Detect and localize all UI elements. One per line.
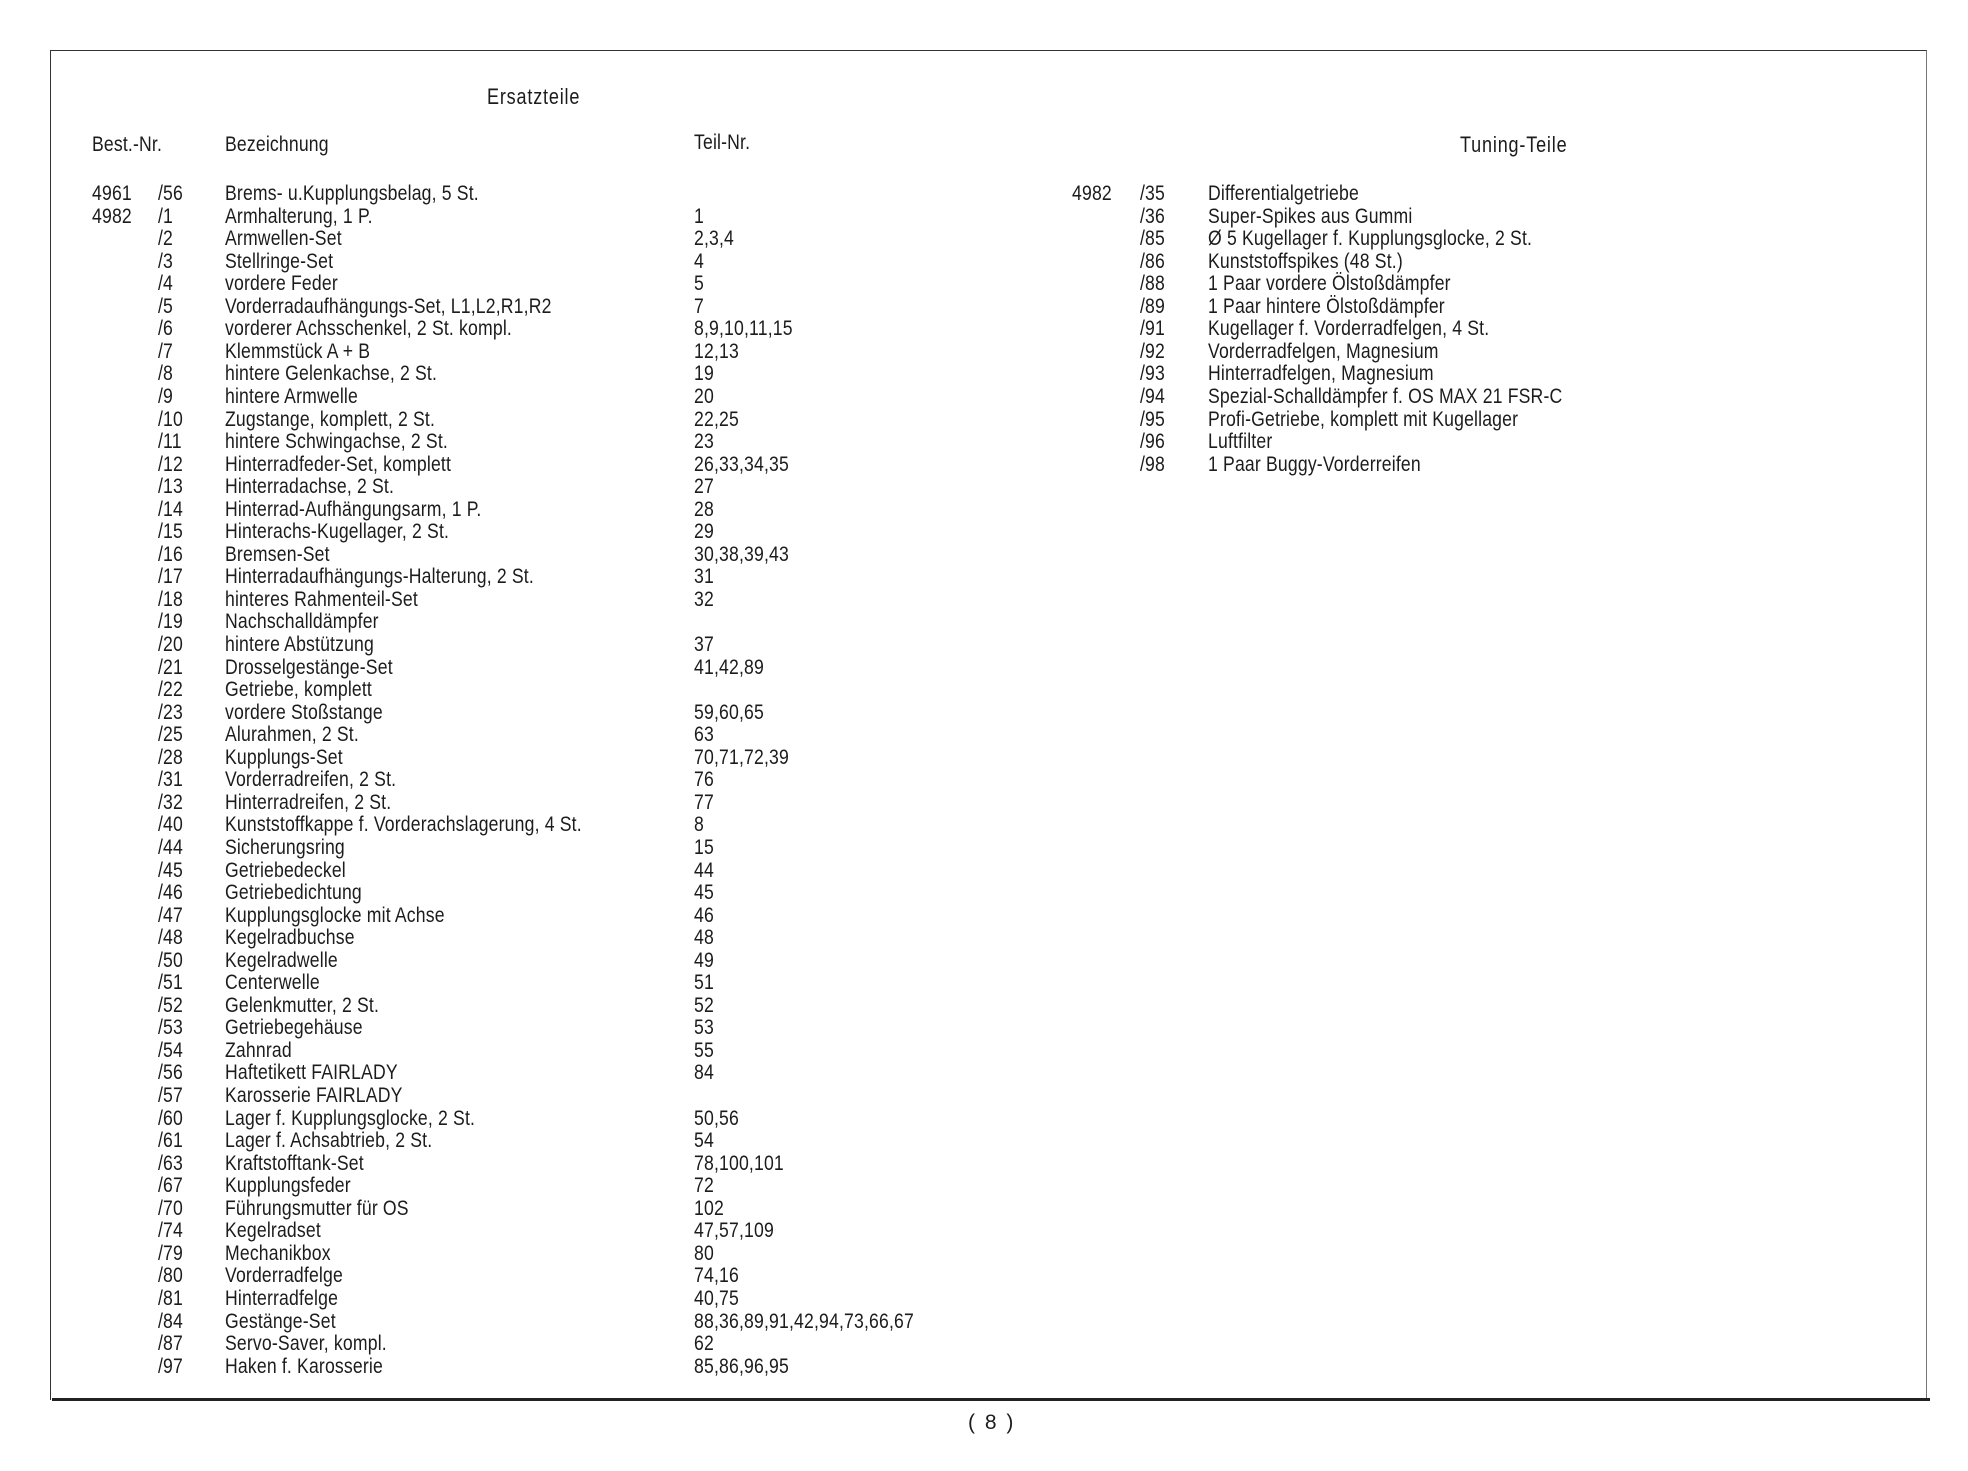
row-part-no: 51 xyxy=(694,970,714,994)
row-part-no: 52 xyxy=(694,993,714,1017)
row-order-no: /44 xyxy=(158,835,184,859)
header-part-no: Teil-Nr. xyxy=(694,130,751,154)
row-order-no: /1 xyxy=(158,204,174,228)
row-part-no: 45 xyxy=(694,880,714,904)
row-part-no: 29 xyxy=(694,519,714,543)
row-order-no: /3 xyxy=(158,249,174,273)
row-description: Hinterradreifen, 2 St. xyxy=(225,790,392,814)
row-part-no: 20 xyxy=(694,384,714,408)
tuning-order-no: /89 xyxy=(1140,294,1166,318)
tuning-description: 1 Paar Buggy-Vorderreifen xyxy=(1208,452,1421,476)
tuning-order-no: /98 xyxy=(1140,452,1166,476)
row-description: Getriebedichtung xyxy=(225,880,362,904)
tuning-order-no: /95 xyxy=(1140,407,1166,431)
row-order-no: /14 xyxy=(158,497,184,521)
row-part-no: 48 xyxy=(694,925,714,949)
row-order-no: /31 xyxy=(158,767,184,791)
row-order-prefix: 4961 xyxy=(92,181,132,205)
row-description: Haken f. Karosserie xyxy=(225,1354,383,1378)
row-order-no: /4 xyxy=(158,271,174,295)
row-order-no: /6 xyxy=(158,316,174,340)
row-part-no: 41,42,89 xyxy=(694,655,764,679)
row-order-no: /7 xyxy=(158,339,174,363)
row-order-no: /56 xyxy=(158,181,184,205)
row-description: Getriebe, komplett xyxy=(225,677,372,701)
row-order-no: /60 xyxy=(158,1106,184,1130)
tuning-order-no: /85 xyxy=(1140,226,1166,250)
row-order-no: /40 xyxy=(158,812,184,836)
tuning-description: Ø 5 Kugellager f. Kupplungsglocke, 2 St. xyxy=(1208,226,1533,250)
row-description: Servo-Saver, kompl. xyxy=(225,1331,387,1355)
row-part-no: 12,13 xyxy=(694,339,739,363)
tuning-description: Vorderradfelgen, Magnesium xyxy=(1208,339,1439,363)
row-part-no: 30,38,39,43 xyxy=(694,542,789,566)
row-description: Gelenkmutter, 2 St. xyxy=(225,993,380,1017)
row-description: Zahnrad xyxy=(225,1038,292,1062)
row-description: Lager f. Kupplungsglocke, 2 St. xyxy=(225,1106,476,1130)
row-part-no: 63 xyxy=(694,722,714,746)
row-description: Karosserie FAIRLADY xyxy=(225,1083,403,1107)
row-description: Kupplungsfeder xyxy=(225,1173,351,1197)
row-description: Zugstange, komplett, 2 St. xyxy=(225,407,436,431)
row-order-no: /28 xyxy=(158,745,184,769)
row-order-no: /19 xyxy=(158,609,184,633)
row-description: Armhalterung, 1 P. xyxy=(225,204,373,228)
row-description: Hinterachs-Kugellager, 2 St. xyxy=(225,519,450,543)
row-description: Hinterradaufhängungs-Halterung, 2 St. xyxy=(225,564,534,588)
row-part-no: 8,9,10,11,15 xyxy=(694,316,793,340)
row-description: Hinterradachse, 2 St. xyxy=(225,474,395,498)
row-description: Klemmstück A + B xyxy=(225,339,371,363)
row-order-no: /22 xyxy=(158,677,184,701)
row-description: Sicherungsring xyxy=(225,835,345,859)
row-order-no: /15 xyxy=(158,519,184,543)
row-description: Lager f. Achsabtrieb, 2 St. xyxy=(225,1128,433,1152)
tuning-description: 1 Paar hintere Ölstoßdämpfer xyxy=(1208,294,1445,318)
row-part-no: 4 xyxy=(694,249,704,273)
row-order-no: /23 xyxy=(158,700,184,724)
row-description: Kegelradset xyxy=(225,1218,321,1242)
row-description: hintere Schwingachse, 2 St. xyxy=(225,429,448,453)
row-part-no: 8 xyxy=(694,812,704,836)
row-order-no: /67 xyxy=(158,1173,184,1197)
row-part-no: 37 xyxy=(694,632,714,656)
row-order-no: /46 xyxy=(158,880,184,904)
row-part-no: 88,36,89,91,42,94,73,66,67 xyxy=(694,1309,914,1333)
tuning-title: Tuning-Teile xyxy=(1460,132,1568,157)
row-order-no: /57 xyxy=(158,1083,184,1107)
header-description: Bezeichnung xyxy=(225,132,329,156)
row-order-no: /81 xyxy=(158,1286,184,1310)
tuning-order-no: /92 xyxy=(1140,339,1166,363)
tuning-description: Kunststoffspikes (48 St.) xyxy=(1208,249,1403,273)
row-order-no: /53 xyxy=(158,1015,184,1039)
row-order-no: /97 xyxy=(158,1354,184,1378)
row-order-no: /5 xyxy=(158,294,174,318)
row-part-no: 1 xyxy=(694,204,704,228)
row-order-no: /20 xyxy=(158,632,184,656)
row-order-no: /10 xyxy=(158,407,184,431)
row-part-no: 2,3,4 xyxy=(694,226,735,250)
row-description: hintere Armwelle xyxy=(225,384,358,408)
row-description: Kraftstofftank-Set xyxy=(225,1151,364,1175)
row-part-no: 62 xyxy=(694,1331,714,1355)
row-description: Hinterradfelge xyxy=(225,1286,339,1310)
tuning-order-no: /86 xyxy=(1140,249,1166,273)
row-order-no: /87 xyxy=(158,1331,184,1355)
row-description: Hinterradfeder-Set, komplett xyxy=(225,452,452,476)
row-order-no: /54 xyxy=(158,1038,184,1062)
row-part-no: 49 xyxy=(694,948,714,972)
page-number: ( 8 ) xyxy=(968,1411,1016,1434)
row-order-no: /51 xyxy=(158,970,184,994)
row-part-no: 32 xyxy=(694,587,714,611)
row-description: Kupplungsglocke mit Achse xyxy=(225,903,445,927)
row-part-no: 78,100,101 xyxy=(694,1151,784,1175)
row-order-no: /13 xyxy=(158,474,184,498)
row-description: Kegelradwelle xyxy=(225,948,338,972)
row-part-no: 54 xyxy=(694,1128,714,1152)
row-part-no: 55 xyxy=(694,1038,714,1062)
bottom-rule xyxy=(52,1398,1930,1401)
row-part-no: 23 xyxy=(694,429,714,453)
tuning-description: Differentialgetriebe xyxy=(1208,181,1359,205)
row-part-no: 44 xyxy=(694,858,714,882)
row-description: Brems- u.Kupplungsbelag, 5 St. xyxy=(225,181,479,205)
row-description: Kegelradbuchse xyxy=(225,925,355,949)
row-order-no: /84 xyxy=(158,1309,184,1333)
row-order-no: /47 xyxy=(158,903,184,927)
row-order-no: /56 xyxy=(158,1060,184,1084)
tuning-description: Super-Spikes aus Gummi xyxy=(1208,204,1413,228)
tuning-order-prefix: 4982 xyxy=(1072,181,1112,205)
row-part-no: 26,33,34,35 xyxy=(694,452,789,476)
row-description: Vorderradfelge xyxy=(225,1263,343,1287)
row-part-no: 76 xyxy=(694,767,714,791)
row-order-no: /12 xyxy=(158,452,184,476)
row-description: vordere Feder xyxy=(225,271,338,295)
row-order-no: /2 xyxy=(158,226,174,250)
row-description: Hinterrad-Aufhängungsarm, 1 P. xyxy=(225,497,482,521)
tuning-order-no: /91 xyxy=(1140,316,1166,340)
row-description: Getriebedeckel xyxy=(225,858,346,882)
document-title: Ersatzteile xyxy=(487,84,581,109)
row-order-no: /18 xyxy=(158,587,184,611)
row-part-no: 53 xyxy=(694,1015,714,1039)
row-part-no: 7 xyxy=(694,294,704,318)
tuning-order-no: /36 xyxy=(1140,204,1166,228)
tuning-order-no: /94 xyxy=(1140,384,1166,408)
row-part-no: 74,16 xyxy=(694,1263,739,1287)
row-part-no: 47,57,109 xyxy=(694,1218,774,1242)
row-description: hinteres Rahmenteil-Set xyxy=(225,587,418,611)
row-description: vorderer Achsschenkel, 2 St. kompl. xyxy=(225,316,512,340)
row-description: Drosselgestänge-Set xyxy=(225,655,393,679)
tuning-order-no: /96 xyxy=(1140,429,1166,453)
tuning-description: Kugellager f. Vorderradfelgen, 4 St. xyxy=(1208,316,1490,340)
row-order-no: /8 xyxy=(158,361,174,385)
row-order-no: /16 xyxy=(158,542,184,566)
row-order-no: /48 xyxy=(158,925,184,949)
row-order-no: /74 xyxy=(158,1218,184,1242)
row-description: Alurahmen, 2 St. xyxy=(225,722,359,746)
row-order-no: /32 xyxy=(158,790,184,814)
row-description: Kunststoffkappe f. Vorderachslagerung, 4 St. xyxy=(225,812,582,836)
tuning-order-no: /88 xyxy=(1140,271,1166,295)
row-order-no: /61 xyxy=(158,1128,184,1152)
row-description: Armwellen-Set xyxy=(225,226,342,250)
row-description: Centerwelle xyxy=(225,970,320,994)
tuning-description: Hinterradfelgen, Magnesium xyxy=(1208,361,1434,385)
row-order-no: /9 xyxy=(158,384,174,408)
row-order-no: /21 xyxy=(158,655,184,679)
row-description: Führungsmutter für OS xyxy=(225,1196,409,1220)
row-part-no: 27 xyxy=(694,474,714,498)
row-order-no: /11 xyxy=(158,429,182,453)
row-order-prefix: 4982 xyxy=(92,204,132,228)
row-part-no: 50,56 xyxy=(694,1106,739,1130)
row-description: Stellringe-Set xyxy=(225,249,334,273)
row-order-no: /70 xyxy=(158,1196,184,1220)
tuning-order-no: /35 xyxy=(1140,181,1166,205)
row-order-no: /17 xyxy=(158,564,184,588)
row-description: hintere Gelenkachse, 2 St. xyxy=(225,361,438,385)
row-part-no: 28 xyxy=(694,497,714,521)
row-part-no: 19 xyxy=(694,361,714,385)
row-description: Gestänge-Set xyxy=(225,1309,336,1333)
row-order-no: /52 xyxy=(158,993,184,1017)
row-part-no: 102 xyxy=(694,1196,724,1220)
tuning-order-no: /93 xyxy=(1140,361,1166,385)
row-part-no: 59,60,65 xyxy=(694,700,764,724)
row-order-no: /63 xyxy=(158,1151,184,1175)
row-part-no: 72 xyxy=(694,1173,714,1197)
row-order-no: /79 xyxy=(158,1241,184,1265)
row-order-no: /45 xyxy=(158,858,184,882)
tuning-description: Spezial-Schalldämpfer f. OS MAX 21 FSR-C xyxy=(1208,384,1563,408)
row-part-no: 31 xyxy=(694,564,714,588)
row-part-no: 46 xyxy=(694,903,714,927)
row-order-no: /80 xyxy=(158,1263,184,1287)
tuning-description: Luftfilter xyxy=(1208,429,1273,453)
row-part-no: 77 xyxy=(694,790,714,814)
tuning-description: 1 Paar vordere Ölstoßdämpfer xyxy=(1208,271,1451,295)
row-description: Vorderradreifen, 2 St. xyxy=(225,767,397,791)
row-part-no: 22,25 xyxy=(694,407,739,431)
header-order-no: Best.-Nr. xyxy=(92,132,163,156)
row-description: Bremsen-Set xyxy=(225,542,330,566)
tuning-description: Profi-Getriebe, komplett mit Kugellager xyxy=(1208,407,1519,431)
row-part-no: 40,75 xyxy=(694,1286,739,1310)
row-part-no: 80 xyxy=(694,1241,714,1265)
row-description: Getriebegehäuse xyxy=(225,1015,363,1039)
row-description: Mechanikbox xyxy=(225,1241,331,1265)
row-order-no: /25 xyxy=(158,722,184,746)
row-part-no: 85,86,96,95 xyxy=(694,1354,789,1378)
row-description: Haftetikett FAIRLADY xyxy=(225,1060,398,1084)
row-part-no: 84 xyxy=(694,1060,714,1084)
row-description: Kupplungs-Set xyxy=(225,745,343,769)
row-part-no: 70,71,72,39 xyxy=(694,745,789,769)
row-description: Nachschalldämpfer xyxy=(225,609,379,633)
row-description: Vorderradaufhängungs-Set, L1,L2,R1,R2 xyxy=(225,294,552,318)
row-order-no: /50 xyxy=(158,948,184,972)
row-description: hintere Abstützung xyxy=(225,632,374,656)
row-part-no: 15 xyxy=(694,835,714,859)
row-description: vordere Stoßstange xyxy=(225,700,383,724)
row-part-no: 5 xyxy=(694,271,704,295)
